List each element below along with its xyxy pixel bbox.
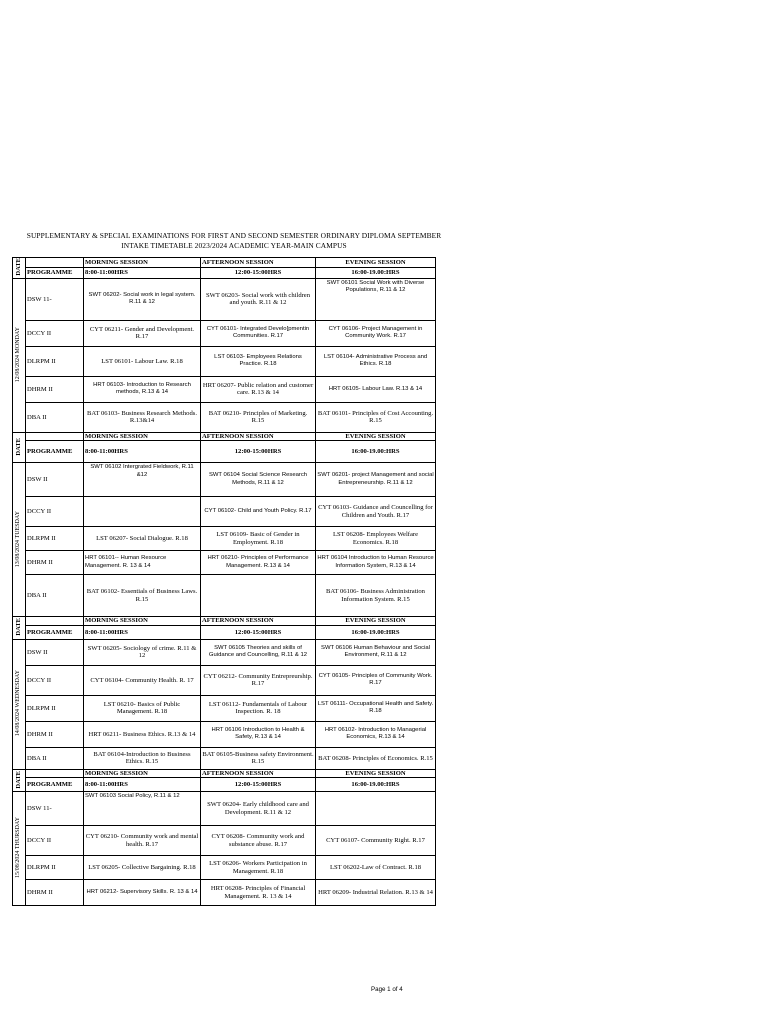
date-header [13, 258, 26, 279]
afternoon-exam-cell: HRT 06207- Public relation and customer care. R.13 & 14 [201, 376, 316, 402]
day-date-label [15, 670, 22, 736]
programme-cell: DBA II [26, 747, 84, 769]
day-date-cell [13, 463, 26, 617]
programme-cell: DHRM II [26, 376, 84, 402]
morning-session-header: MORNING SESSION [84, 769, 201, 777]
evening-exam-cell: SWT 06201- project Management and social Entrepreneurship. R.11 & 12 [316, 463, 436, 497]
time-header-row [13, 625, 436, 639]
exam-row [13, 575, 436, 617]
afternoon-session-header: AFTERNOON SESSION [201, 617, 316, 625]
time-header-row [13, 778, 436, 792]
programme-cell: DSW 11- [26, 792, 84, 826]
programme-header-blank [26, 258, 84, 268]
session-header-row [13, 769, 436, 777]
programme-cell: DHRM II [26, 880, 84, 906]
session-header-row [13, 432, 436, 440]
exam-row [13, 639, 436, 665]
exam-date: 13/08/2024 [15, 539, 22, 567]
programme-cell: DHRM II [26, 551, 84, 575]
evening-exam-cell: BAT 06101- Principles of Cost Accounting. R.15 [316, 402, 436, 432]
morning-exam-cell: HRT 06211- Business Ethics. R.13 & 14 [84, 721, 201, 747]
page-number: Page 1 of 4 [371, 986, 403, 993]
exam-row [13, 826, 436, 856]
programme-cell: DLRPM II [26, 527, 84, 551]
date-header-label: DATE [15, 770, 23, 789]
evening-session-header: EVENING SESSION [316, 432, 436, 440]
exam-day: TUESDAY [15, 510, 22, 538]
programme-cell: DSW II [26, 463, 84, 497]
exam-date: 12/08/2024 [15, 354, 22, 382]
programme-header-blank [26, 769, 84, 777]
evening-exam-cell: CYT 06106- Project Management in Community Work. R.17 [316, 320, 436, 346]
morning-exam-cell: HRT 06101-- Human Resource Management. R. 13 & 14 [84, 551, 201, 575]
afternoon-exam-cell: SWT 06204- Early childhood care and Development. R.11 & 12 [201, 792, 316, 826]
evening-exam-cell: CYT 06105- Principles of Community Work. R.17 [316, 665, 436, 695]
afternoon-time: 12:00-15:00HRS [201, 778, 316, 792]
morning-time: 8:00-11:00HRS [84, 441, 201, 463]
day-date-label [15, 511, 22, 567]
programme-cell: DCCY II [26, 826, 84, 856]
morning-exam-cell: HRT 06212- Supervisory Skills. R. 13 & 14 [84, 880, 201, 906]
programme-cell: DCCY II [26, 320, 84, 346]
afternoon-exam-cell: HRT 06210- Principles of Performance Management. R.13 & 14 [201, 551, 316, 575]
evening-session-header: EVENING SESSION [316, 617, 436, 625]
programme-cell: DLRPM II [26, 695, 84, 721]
evening-exam-cell: LST 06104- Administrative Process and Ethics. R.18 [316, 346, 436, 376]
morning-session-header: MORNING SESSION [84, 258, 201, 268]
date-header-label: DATE [15, 437, 23, 456]
afternoon-time: 12:00-15:00HRS [201, 441, 316, 463]
afternoon-exam-cell: SWT 06105 Theories and skills of Guidance and Councelling, R.11 & 12 [201, 639, 316, 665]
afternoon-exam-cell: CYT 06212- Community Entrepreurship. R.17 [201, 665, 316, 695]
exam-row [13, 792, 436, 826]
afternoon-exam-cell [201, 575, 316, 617]
exam-row [13, 497, 436, 527]
evening-time: 16:00-19.00:HRS [316, 441, 436, 463]
time-header-row [13, 268, 436, 279]
morning-exam-cell: HRT 06103- Introduction to Research methods, R.13 & 14 [84, 376, 201, 402]
evening-exam-cell: SWT 06101 Social Work with Diverse Populations, R.11 & 12 [316, 278, 436, 320]
exam-day: WEDNESDAY [15, 669, 22, 708]
day-date-cell [13, 639, 26, 769]
day-date-cell [13, 278, 26, 432]
afternoon-exam-cell: LST 06112- Fundamentals of Labour Inspection. R. 18 [201, 695, 316, 721]
morning-exam-cell: CYT 06104- Community Health. R. 17 [84, 665, 201, 695]
afternoon-session-header: AFTERNOON SESSION [201, 769, 316, 777]
evening-time: 16:00-19.00:HRS [316, 625, 436, 639]
evening-session-header: EVENING SESSION [316, 769, 436, 777]
date-header [13, 432, 26, 462]
time-header-row [13, 441, 436, 463]
programme-cell: DLRPM II [26, 346, 84, 376]
programme-header: PROGRAMME [26, 268, 84, 279]
title-line-1: SUPPLEMENTARY & SPECIAL EXAMINATIONS FOR FIRST AND SECOND SEMESTER ORDINARY DIPLOMA SEPTEMBER [26, 231, 442, 240]
afternoon-exam-cell: BAT 06105-Business safety Environment. R.15 [201, 747, 316, 769]
morning-exam-cell [84, 497, 201, 527]
evening-time: 16:00-19.00:HRS [316, 268, 436, 279]
evening-session-header: EVENING SESSION [316, 258, 436, 268]
exam-timetable [12, 257, 436, 906]
exam-row [13, 665, 436, 695]
programme-header: PROGRAMME [26, 441, 84, 463]
morning-time: 8:00-11:00HRS [84, 268, 201, 279]
programme-header: PROGRAMME [26, 625, 84, 639]
morning-exam-cell: LST 06101- Labour Law. R.18 [84, 346, 201, 376]
evening-exam-cell [316, 792, 436, 826]
date-header-label: DATE [15, 258, 23, 276]
exam-row [13, 320, 436, 346]
morning-exam-cell: SWT 06102 Intergrated Fieldwork, R.11 &12 [84, 463, 201, 497]
document-title [14, 231, 454, 251]
exam-row [13, 463, 436, 497]
programme-cell: DLRPM II [26, 856, 84, 880]
programme-cell: DCCY II [26, 665, 84, 695]
exam-day: MONDAY [15, 326, 22, 354]
programme-cell: DHRM II [26, 721, 84, 747]
programme-cell: DSW II [26, 639, 84, 665]
afternoon-exam-cell: BAT 06210- Principles of Marketing. R.15 [201, 402, 316, 432]
afternoon-session-header: AFTERNOON SESSION [201, 258, 316, 268]
programme-header: PROGRAMME [26, 778, 84, 792]
evening-exam-cell: LST 06111- Occupational Health and Safety. R.18 [316, 695, 436, 721]
exam-date: 15/08/2024 [15, 850, 22, 878]
exam-row [13, 721, 436, 747]
exam-row [13, 346, 436, 376]
evening-exam-cell: BAT 06106- Business Administration Information System. R.15 [316, 575, 436, 617]
morning-exam-cell: BAT 06104-Introduction to Business Ethics. R.15 [84, 747, 201, 769]
afternoon-exam-cell: LST 06109- Basic of Gender in Employment. R.18 [201, 527, 316, 551]
morning-exam-cell: SWT 06103 Social Policy, R.11 & 12 [84, 792, 201, 826]
programme-cell: DBA II [26, 402, 84, 432]
exam-row [13, 880, 436, 906]
exam-date: 14/08/2024 [15, 708, 22, 737]
morning-session-header: MORNING SESSION [84, 617, 201, 625]
morning-exam-cell: BAT 06103- Business Research Methods. R.13&14 [84, 402, 201, 432]
morning-session-header: MORNING SESSION [84, 432, 201, 440]
exam-day: THURSDAY [15, 817, 22, 850]
exam-row [13, 402, 436, 432]
exam-row [13, 376, 436, 402]
afternoon-exam-cell: HRT 06106 Introduction to Health & Safety, R.13 & 14 [201, 721, 316, 747]
programme-cell: DSW 11- [26, 278, 84, 320]
evening-exam-cell: CYT 06107- Community Right. R.17 [316, 826, 436, 856]
evening-exam-cell: BAT 06208- Principles of Economics. R.15 [316, 747, 436, 769]
evening-exam-cell: SWT 06106 Human Behaviour and Social Environment, R.11 & 12 [316, 639, 436, 665]
afternoon-exam-cell: HRT 06208- Principles of Financial Management. R. 13 & 14 [201, 880, 316, 906]
evening-exam-cell: LST 06208- Employees Welfare Economics. R.18 [316, 527, 436, 551]
morning-exam-cell: CYT 06211- Gender and Development. R.17 [84, 320, 201, 346]
day-date-label [15, 327, 22, 382]
afternoon-exam-cell: SWT 06203- Social work with children and youth. R.11 & 12 [201, 278, 316, 320]
afternoon-session-header: AFTERNOON SESSION [201, 432, 316, 440]
evening-exam-cell: HRT 06105- Labour Law. R.13 & 14 [316, 376, 436, 402]
evening-exam-cell: CYT 06103- Guidance and Councelling for Children and Youth. R.17 [316, 497, 436, 527]
date-header [13, 769, 26, 791]
afternoon-exam-cell: LST 06103- Employees Relations Practice. R.18 [201, 346, 316, 376]
evening-exam-cell: HRT 06104 Introduction to Human Resource Information System, R.13 & 14 [316, 551, 436, 575]
exam-row [13, 695, 436, 721]
exam-row [13, 527, 436, 551]
morning-exam-cell: BAT 06102- Essentials of Business Laws. R.15 [84, 575, 201, 617]
afternoon-time: 12:00-15:00HRS [201, 268, 316, 279]
evening-exam-cell: HRT 06102- Introduction to Managerial Economics, R.13 & 14 [316, 721, 436, 747]
afternoon-exam-cell: SWT 06104 Social Science Research Methods, R.11 & 12 [201, 463, 316, 497]
morning-exam-cell: LST 06210- Basics of Public Management. R.18 [84, 695, 201, 721]
evening-exam-cell: HRT 06209- Industrial Relation. R.13 & 14 [316, 880, 436, 906]
afternoon-exam-cell: CYT 06101- Integrated Develo[pmentin Communities. R.17 [201, 320, 316, 346]
session-header-row [13, 617, 436, 625]
session-header-row [13, 258, 436, 268]
afternoon-time: 12:00-15:00HRS [201, 625, 316, 639]
programme-header-blank [26, 432, 84, 440]
date-header [13, 617, 26, 639]
morning-exam-cell: CYT 06210- Community work and mental health. R.17 [84, 826, 201, 856]
afternoon-exam-cell: CYT 06102- Child and Youth Policy. R.17 [201, 497, 316, 527]
evening-exam-cell: LST 06202-Law of Contract. R.18 [316, 856, 436, 880]
title-line-2: INTAKE TIMETABLE 2023/2024 ACADEMIC YEAR-MAIN CAMPUS [121, 241, 347, 250]
morning-time: 8:00-11:00HRS [84, 625, 201, 639]
exam-row [13, 856, 436, 880]
afternoon-exam-cell: LST 06206- Workers Participation in Management. R.18 [201, 856, 316, 880]
date-header-label: DATE [15, 618, 23, 636]
morning-exam-cell: LST 06205- Collective Bargaining. R.18 [84, 856, 201, 880]
programme-header-blank [26, 617, 84, 625]
morning-exam-cell: SWT 06205- Sociology of crime. R.11 & 12 [84, 639, 201, 665]
morning-exam-cell: LST 06207- Social Dialogue. R.18 [84, 527, 201, 551]
exam-row [13, 551, 436, 575]
programme-cell: DCCY II [26, 497, 84, 527]
programme-cell: DBA II [26, 575, 84, 617]
exam-row [13, 278, 436, 320]
afternoon-exam-cell: CYT 06208- Community work and substance abuse. R.17 [201, 826, 316, 856]
exam-row [13, 747, 436, 769]
morning-time: 8:00-11:00HRS [84, 778, 201, 792]
day-date-label [15, 817, 22, 878]
evening-time: 16:00-19.00:HRS [316, 778, 436, 792]
day-date-cell [13, 792, 26, 906]
morning-exam-cell: SWT 06202- Social work in legal system. R.11 & 12 [84, 278, 201, 320]
